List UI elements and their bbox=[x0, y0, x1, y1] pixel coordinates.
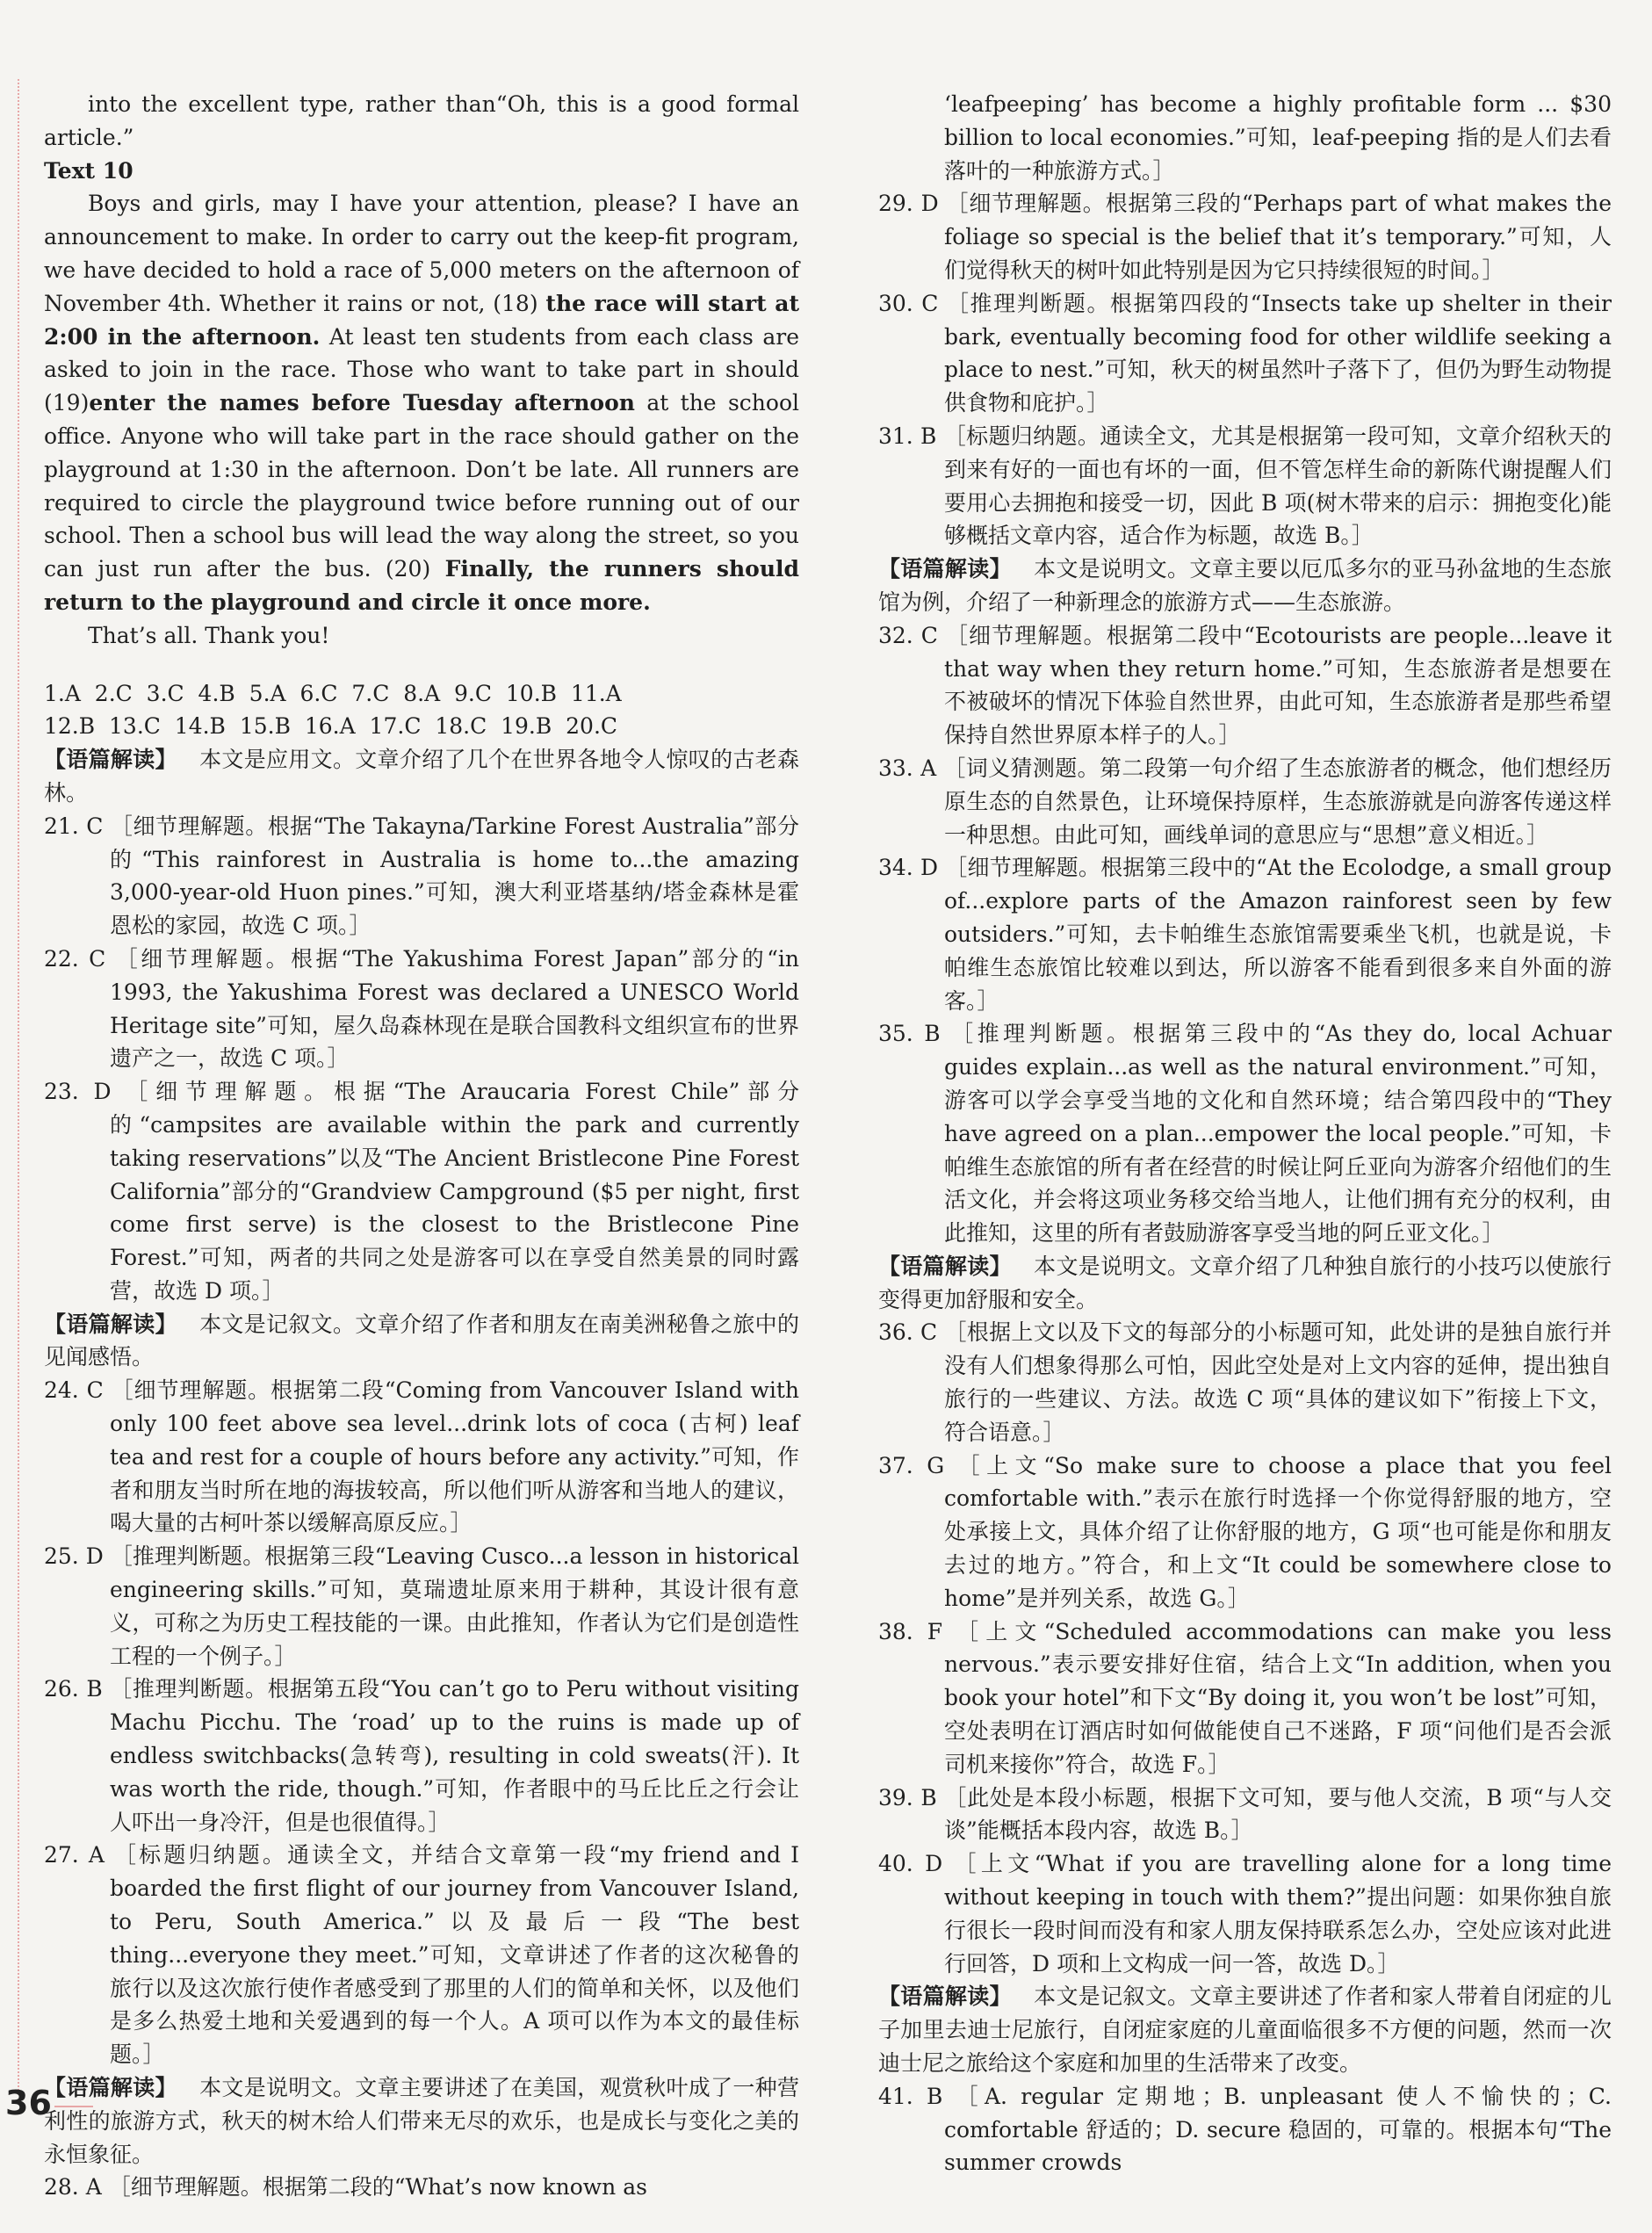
margin-dotted-line bbox=[18, 79, 19, 2091]
answer-explanation: 40. D ［上文“What if you are travelling alone for a long time without keeping in touch with them?”提出问题：如果你独自旅行很长一段时间而没有和家人朋友保持联系怎么办，空处应该对此进行回答，D 项和上文构成一问一答，故选 D。］ bbox=[878, 1851, 1612, 1976]
summary-label: 【语篇解读】 bbox=[44, 2075, 177, 2101]
passage-summary bbox=[878, 1250, 1612, 1317]
right-column bbox=[878, 88, 1612, 2179]
answer-highlight: enter the names before Tuesday afternoon bbox=[89, 390, 635, 416]
summary-label: 【语篇解读】 bbox=[44, 1311, 177, 1337]
passage-summary bbox=[44, 1308, 799, 1375]
summary-label: 【语篇解读】 bbox=[44, 747, 177, 773]
explanation-continued: ‘leafpeeping’ has become a highly profitable form ... $30 billion to local economies.”可知，leaf-peeping 指的是人们去看落叶的一种旅游方式。］ bbox=[944, 91, 1612, 184]
summary-text: 本文是记叙文。文章主要讲述了作者和家人带着自闭症的儿子加里去迪士尼旅行，自闭症家庭的儿童面临很多不方便的问题，然而一次迪士尼之旅给这个家庭和加里的生活带来了改变。 bbox=[878, 1984, 1612, 2077]
answer-explanation: 31. B ［标题归纳题。通读全文，尤其是根据第一段可知，文章介绍秋天的到来有好的一面也有坏的一面，但不管怎样生命的新陈代谢提醒人们要用心去拥抱和接受一切，因此 B 项(树木带来的启示：拥抱变化)能够概括文章内容，适合作为标题，故选 B。］ bbox=[878, 423, 1612, 549]
right-explanations bbox=[878, 88, 1612, 2179]
summary-text: 本文是说明文。文章主要以厄瓜多尔的亚马孙盆地的生态旅馆为例，介绍了一种新理念的旅游方式——生态旅游。 bbox=[878, 556, 1612, 615]
answer-explanation: 24. C ［细节理解题。根据第二段“Coming from Vancouver Island with only 100 feet above sea level...drink lots of coca (古柯) leaf tea and rest for a couple of hours before any activity.”可知，作者和朋友当时所在地的海拔较高，所以他们听从游客和当地人的建议，喝大量的古柯叶茶以缓解高原反应。］ bbox=[44, 1377, 799, 1536]
answer-explanation: 28. A ［细节理解题。根据第二段的“What’s now known as bbox=[44, 2174, 647, 2200]
answer-explanation: 29. D ［细节理解题。根据第三段的“Perhaps part of what makes the foliage so special is the belief that it’s temporary.”可知，人们觉得秋天的树叶如此特别是因为它只持续很短的时间。］ bbox=[878, 191, 1612, 283]
text10-paragraph bbox=[44, 187, 799, 618]
answer-explanation: 27. A ［标题归纳题。通读全文，并结合文章第一段“my friend and I boarded the first flight of our journey from Vancouver Island, to Peru, South America.”以及最后一段“The best thing...everyone they meet.”可知，文章讲述了作者的这次秘鲁的旅行以及这次旅行使作者感受到了那里的人们的简单和关怀，以及他们是多么热爱土地和关爱遇到的每一个人。A 项可以作为本文的最佳标题。］ bbox=[44, 1842, 799, 2068]
summary-label: 【语篇解读】 bbox=[878, 1984, 1012, 2010]
answer-explanation: 25. D ［推理判断题。根据第三段“Leaving Cusco...a lesson in historical engineering skills.”可知，莫瑞遗址原来用于耕种，其设计很有意义，可称之为历史工程技能的一课。由此推知，作者认为它们是创造性工程的一个例子。］ bbox=[44, 1543, 799, 1669]
answer-explanation: 38. F ［上文“Scheduled accommodations can make you less nervous.”表示要安排好住宿，结合上文“In addition, when you book your hotel”和下文“By doing it, you won’t be lost”可知，空处表明在订酒店时如何做能使自己不迷路，F 项“问他们是否会派司机来接你”符合，故选 F。］ bbox=[878, 1618, 1612, 1777]
text10-closing: That’s all. Thank you! bbox=[88, 622, 330, 648]
answer-explanation: 34. D ［细节理解题。根据第三段中的“At the Ecolodge, a small group of...explore parts of the Amazon rainforest seen by few outsiders.”可知，去卡帕维生态旅馆需要乘坐飞机，也就是说，卡帕维生态旅馆比较难以到达，所以游客不能看到很多来自外面的游客。］ bbox=[878, 855, 1612, 1014]
answer-highlight: the race will start at 2:00 in the afternoon. bbox=[44, 290, 799, 350]
answer-highlight: Finally, the runners should return to the playground and circle it once more. bbox=[44, 556, 799, 615]
answer-explanation: 32. C ［细节理解题。根据第二段中“Ecotourists are people...leave it that way when they return home.”可知，生态旅游者是想要在不被破坏的情况下体验自然世界，由此可知，生态旅游者是那些希望保持自然世界原本样子的人。］ bbox=[878, 622, 1612, 748]
answer-explanation: 21. C ［细节理解题。根据“The Takayna/Tarkine Forest Australia”部分的“This rainforest in Australia is home to...the amazing 3,000-year-old Huon pines.”可知，澳大利亚塔基纳/塔金森林是霍恩松的家园，故选 C 项。］ bbox=[44, 813, 799, 939]
summary-text: 本文是说明文。文章主要讲述了在美国，观赏秋叶成了一种营利性的旅游方式，秋天的树木给人们带来无尽的欢乐，也是成长与变化之美的永恒象征。 bbox=[44, 2075, 799, 2167]
answer-explanation: 37. G ［上文“So make sure to choose a place that you feel comfortable with.”表示在旅行时选择一个你觉得舒服的地方，空处承接上文，具体介绍了让你舒服的地方，G 项“也可能是你和朋友去过的地方。”符合，和上文“It could be somewhere close to home”是并列关系，故选 G。］ bbox=[878, 1452, 1612, 1611]
summary-label: 【语篇解读】 bbox=[878, 1253, 1012, 1279]
passage-text: at the school office. Anyone who will take part in the race should gather on the playground at 1:30 in the afternoon. Don’t be late. All runners are required to circle the playground twice before running out of our school. Then a school bus will lead the way along the street, so you can just run after the bus. (20) bbox=[44, 390, 800, 582]
summary-text: 本文是记叙文。文章介绍了作者和朋友在南美洲秘鲁之旅中的见闻感悟。 bbox=[44, 1311, 799, 1370]
spacer bbox=[44, 653, 799, 677]
answer-explanation: 35. B ［推理判断题。根据第三段中的“As they do, local Achuar guides explain...as well as the natural environment.”可知，游客可以学会享受当地的文化和自然环境；结合第四段中的“They have agreed on a plan...empower the local people.”可知，卡帕维生态旅馆的所有者在经营的时候让阿丘亚向为游客介绍他们的生活文化，并会将这项业务移交给当地人，让他们拥有充分的权利，由此推知，这里的所有者鼓励游客享受当地的阿丘亚文化。］ bbox=[878, 1021, 1612, 1247]
answer-explanation: 36. C ［根据上文以及下文的每部分的小标题可知，此处讲的是独自旅行并没有人们想象得那么可怕，因此空处是对上文内容的延伸，提出独自旅行的一些建议、方法。故选 C 项“具体的建议如下”衔接上下文，符合语意。］ bbox=[878, 1319, 1612, 1445]
answer-explanation: 22. C ［细节理解题。根据“The Yakushima Forest Japan”部分的“in 1993, the Yakushima Forest was declared a UNESCO World Heritage site”可知，屋久岛森林现在是联合国教科文组织宣布的世界遗产之一，故选 C 项。］ bbox=[44, 945, 799, 1072]
passage-summary bbox=[44, 2071, 799, 2171]
answer-explanation: 26. B ［推理判断题。根据第五段“You can’t go to Peru without visiting Machu Picchu. The ‘road’ up to the ruins is made up of endless switchbacks(急转弯), resulting in cold sweats(汗). It was worth the ride, though.”可知，作者眼中的马丘比丘之行会让人吓出一身冷汗，但是也很值得。］ bbox=[44, 1676, 799, 1835]
answer-key-row: 1.A 2.C 3.C 4.B 5.A 6.C 7.C 8.A 9.C 10.B 11.A bbox=[44, 680, 622, 706]
text10-heading: Text 10 bbox=[44, 157, 133, 184]
text9-ending: into the excellent type, rather than“Oh, this is a good formal article.” bbox=[44, 91, 799, 150]
passage-text: Boys and girls, may I have your attention, please? I have an announcement to make. In order to carry out the keep-fit program, we have decided to hold a race of 5,000 meters on the afternoon of November 4th. Whether it rains or not, (18) bbox=[44, 191, 799, 316]
summary-label: 【语篇解读】 bbox=[878, 556, 1012, 582]
answer-explanation: 23. D ［细节理解题。根据“The Araucaria Forest Chile”部分的“campsites are available within the park and currently taking reservations”以及“The Ancient Bristlecone Pine Forest California”部分的“Grandview Campground ($5 per night, first come first serve) is the closest to the Bristlecone Pine Forest.”可知，两者的共同之处是游客可以在享受自然美景的同时露营，故选 D 项。］ bbox=[44, 1079, 799, 1304]
left-explanations bbox=[44, 743, 799, 2204]
answer-key-row: 12.B 13.C 14.B 15.B 16.A 17.C 18.C 19.B 20.C bbox=[44, 713, 618, 740]
page-number: 36 bbox=[5, 2084, 52, 2122]
passage-summary bbox=[878, 553, 1612, 619]
passage-summary bbox=[878, 1980, 1612, 2079]
summary-text: 本文是说明文。文章介绍了几种独自旅行的小技巧以使旅行变得更加舒服和安全。 bbox=[878, 1253, 1612, 1312]
answer-explanation: 33. A ［词义猜测题。第二段第一句介绍了生态旅游者的概念，他们想经历原生态的自然景色，让环境保持原样，生态旅游就是向游客传递这样一种思想。由此可知，画线单词的意思应与“思想”意义相近。］ bbox=[878, 755, 1612, 848]
answer-explanation: 39. B ［此处是本段小标题，根据下文可知，要与他人交流，B 项“与人交谈”能概括本段内容，故选 B。］ bbox=[878, 1784, 1612, 1844]
answer-explanation: 30. C ［推理判断题。根据第四段的“Insects take up shelter in their bark, eventually becoming food for other wildlife seeking a place to nest.”可知，秋天的树虽然叶子落下了，但仍为野生动物提供食物和庇护。］ bbox=[878, 290, 1612, 416]
page-number-dash bbox=[54, 2106, 93, 2107]
passage-summary bbox=[44, 743, 799, 810]
answer-explanation: 41. B ［A. regular 定期地；B. unpleasant 使人不愉快的；C. comfortable 舒适的；D. secure 稳固的，可靠的。根据本句“The summer crowds bbox=[878, 2083, 1612, 2176]
summary-text: 本文是应用文。文章介绍了几个在世界各地令人惊叹的古老森林。 bbox=[44, 747, 799, 806]
passage-text: At least ten students from each class are asked to join in the race. Those who want to take part in should (19) bbox=[44, 323, 799, 416]
left-column bbox=[44, 88, 799, 2204]
